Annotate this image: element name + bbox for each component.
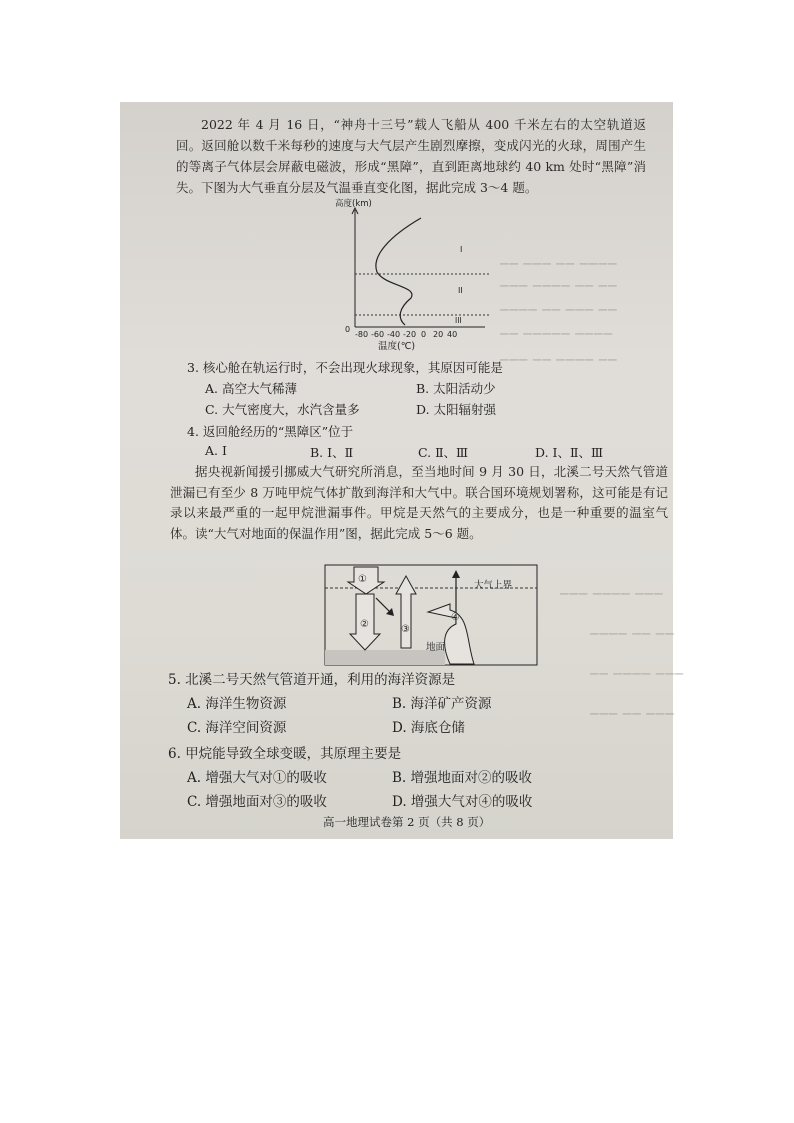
tick-label: 0 [421, 330, 427, 339]
option-5b: B. 海洋矿产资源 [392, 696, 492, 712]
option-4a: A. Ⅰ [205, 443, 227, 458]
layer-label-iii: III [455, 316, 462, 325]
layer-label-i: I [460, 245, 463, 254]
y-axis-label: 高度(km) [335, 199, 372, 209]
option-3a: A. 高空大气稀薄 [205, 381, 297, 396]
option-4d: D. Ⅰ、Ⅱ、Ⅲ [535, 445, 604, 460]
option-3c: C. 大气密度大，水汽含量多 [205, 402, 360, 417]
label-2: ② [360, 619, 369, 630]
label-3: ③ [401, 624, 410, 635]
question-3: 3. 核心舱在轨运行时，不会出现火球现象，其原因可能是 [187, 360, 503, 375]
tick-label: -60 [371, 330, 385, 339]
tick-label: -80 [355, 330, 369, 339]
radiation-arrow-3 [396, 576, 416, 648]
layer-label-ii: II [458, 286, 463, 295]
question-4: 4. 返回舱经历的“黑障区”位于 [187, 424, 354, 439]
tick-label: -20 [403, 330, 417, 339]
x-axis-label: 温度(℃) [378, 341, 416, 352]
option-3b: B. 太阳活动少 [416, 381, 496, 396]
option-6a: A. 增强大气对①的吸收 [187, 770, 327, 786]
option-6d: D. 增强大气对④的吸收 [392, 794, 533, 810]
tick-label: 40 [447, 330, 458, 339]
greenhouse-diagram [324, 564, 538, 666]
option-5c: C. 海洋空间资源 [187, 720, 287, 736]
question-6: 6. 甲烷能导致全球变暖，其原理主要是 [168, 746, 402, 762]
option-6c: C. 增强地面对③的吸收 [187, 794, 327, 810]
atmosphere-top-label: 大气上界 [474, 580, 513, 591]
temperature-curve [376, 218, 421, 325]
option-3d: D. 太阳辐射强 [416, 402, 497, 417]
question-5: 5. 北溪二号天然气管道开通，利用的海洋资源是 [168, 672, 456, 688]
passage-nord-stream: 据央视新闻援引挪威大气研究所消息，至当地时间 9 月 30 日，北溪二号天然气管道泄漏已有至少 8 万吨甲烷气体扩散到海洋和大气中。联合国环境规划署称，这可能是有记录以来最严重的一起甲烷泄漏事件。甲烷是天然气的主要成分，也是一种重要的温室气体。读“大气对地面的保温作用”图，据此完成 5～6 题。 [170, 464, 668, 541]
ground-label: 地面 [426, 642, 446, 653]
tick-label: -40 [387, 330, 401, 339]
option-6b: B. 增强地面对②的吸收 [392, 770, 533, 786]
option-4c: C. Ⅱ、Ⅲ [418, 445, 469, 460]
passage-shenzhou: 2022 年 4 月 16 日，“神舟十三号”载人飞船从 400 千米左右的太空轨道返回。返回舱以数千米每秒的速度与大气层产生剧烈摩擦，变成闪光的火球，周围产生的等离子气体层会屏蔽电磁波，形成“黑障”，直到距离地球约 40 km 处时“黑障”消失。下图为大气垂直分层及气温垂直变化图，据此完成 3～4 题。 [176, 117, 646, 195]
label-4: ④ [451, 612, 460, 623]
option-5a: A. 海洋生物资源 [187, 696, 287, 712]
page-footer: 高一地理试卷第 2 页（共 8 页） [323, 815, 491, 829]
origin-label: 0 [345, 325, 351, 334]
option-5d: D. 海底仓储 [392, 720, 465, 736]
upward-head [452, 570, 460, 578]
exam-photo: ▁▁ ▁▁▁ ▁▁ ▁▁▁▁ ▁▁▁ ▁▁▁▁ ▁▁ ▁▁ ▁▁▁▁ ▁▁ ▁▁▁ ▁▁ ▁▁ ▁▁▁▁▁ ▁▁▁▁ ▁▁▁ ▁▁ ▁▁▁▁ ▁▁ ▁▁▁ ▁▁▁▁ ▁▁▁ ▁▁▁▁ ▁▁ ▁▁ ▁▁ ▁▁▁▁ ▁▁▁ ▁▁▁ ▁▁ ▁▁▁ 2022 年 4 月 16 日，“神舟十三号”载人飞船从 400 千米左右的太空轨道返回。返回舱以数千米每秒的速度与大气层产生剧烈摩擦，变成闪光的火球，周围产生的等离子气体层会屏蔽电磁波，形成“黑障”，直到距离地球约 40 km 处时“黑障”消失。下图为大气垂直分层及气温垂直变化图，据此完成 3～4 题。 高度(km) I II III 0 -80 -60 -40 -20 0 20 40 温度(℃) 3. 核心舱在轨运行时，不会出现火球现象，其原因可能是 A. 高空大气稀薄 B. 太阳活动少 C. 大气密度大，水汽含量多 D. 太阳辐射强 4. 返回舱经历的“黑障区”位于 A. Ⅰ B. Ⅰ、Ⅱ C. Ⅱ、Ⅲ D. Ⅰ、Ⅱ、Ⅲ 据央视新闻援引挪威大气研究所消息，至当地时间 9 月 30 日，北溪二号天然气管道泄漏已有至少 8 万吨甲烷气体扩散到海洋和大气中。联合国环境规划署称，这可能是有记录以来最严重的一起甲烷泄漏事件。甲烷是天然气的主要成分，也是一种重要的温室气体。读“大气对地面的保温作用”图，据此完成 5～6 题。 ① ② ③ ④ 大气上界 地面 5. 北溪二号天然气管道开通，利用的海洋资源是 A. 海洋生物资源 B. 海洋矿产资源 C. 海洋空间资源 D. 海底仓储 6. 甲烷能导致全球变暖，其原理主要是 A. 增强大气对①的吸收 B. 增强地面对②的吸收 C. 增强地面对③的吸收 D. 增强大气对④的吸收 高一地理试卷第 2 页（共 8 页） [120, 102, 673, 839]
atmosphere-layer-chart [335, 194, 495, 344]
tick-label: 20 [433, 330, 444, 339]
label-1: ① [358, 574, 367, 585]
option-4b: B. Ⅰ、Ⅱ [310, 445, 354, 460]
